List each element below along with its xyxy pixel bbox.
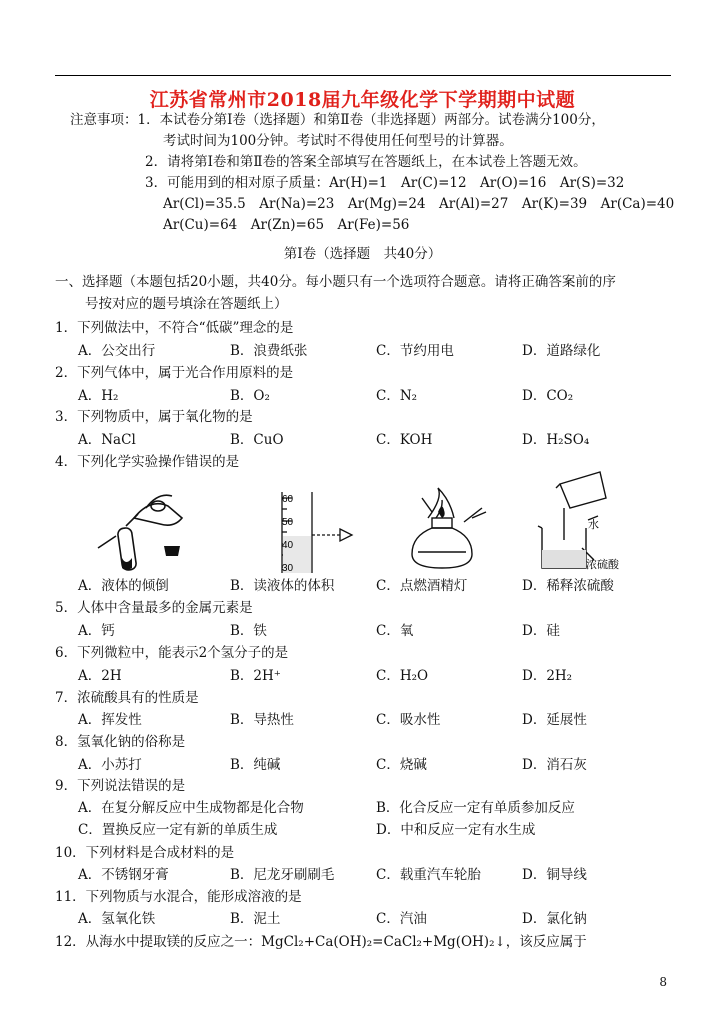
notice-line-4: 3．可能用到的相对原子质量：Ar(H)=1 Ar(C)=12 Ar(O)=16 Ar(S)=32: [145, 175, 625, 191]
option-a: A．液体的倾倒: [78, 578, 169, 594]
notice-line-1: 注意事项：1．本试卷分第Ⅰ卷（选择题）和第Ⅱ卷（非选择题）两部分。试卷满分100分，: [70, 112, 605, 128]
option-b: B．导热性: [230, 712, 294, 728]
notice-line-5: Ar(Cl)=35.5 Ar(Na)=23 Ar(Mg)=24 Ar(Al)=27 Ar(K)=39 Ar(Ca)=40: [163, 196, 675, 212]
option-c: C．KOH: [376, 432, 433, 448]
question-stem: 12．从海水中提取镁的反应之一：MgCl₂+Ca(OH)₂=CaCl₂+Mg(OH)₂↓，该反应属于: [55, 934, 587, 950]
option-a: A．在复分解反应中生成物都是化合物: [78, 800, 304, 816]
question-stem: 3．下列物质中，属于氧化物的是: [55, 409, 253, 425]
notice-line-6: Ar(Cu)=64 Ar(Zn)=65 Ar(Fe)=56: [163, 217, 410, 233]
option-b: B．浪费纸张: [230, 343, 308, 359]
question-stem: 8．氢氧化钠的俗称是: [55, 734, 186, 750]
option-d: D．延展性: [522, 712, 587, 728]
option-c: C．载重汽车轮胎: [376, 867, 481, 883]
option-b: B．尼龙牙刷刷毛: [230, 867, 335, 883]
graduated-cylinder-figure: [268, 478, 360, 573]
stopper-figure: [160, 540, 184, 560]
option-d: D．消石灰: [522, 757, 587, 773]
option-a: A．小苏打: [78, 757, 142, 773]
option-b: B．铁: [230, 623, 267, 639]
question-stem: 6．下列微粒中，能表示2个氢分子的是: [55, 645, 289, 661]
cylinder-label-60: 60: [282, 494, 294, 505]
page-title: 江苏省常州市2018届九年级化学下学期期中试题: [149, 89, 576, 111]
option-a: A．挥发性: [78, 712, 142, 728]
question-stem: 1．下列做法中，不符合“低碳”理念的是: [55, 320, 294, 336]
acid-label: 浓硫酸: [586, 558, 619, 571]
intro-line-1: 一、选择题（本题包括20小题，共40分。每小题只有一个选项符合题意。请将正确答案前的序: [55, 274, 616, 290]
top-rule: [55, 75, 671, 76]
option-d: D．稀释浓硫酸: [522, 578, 614, 594]
option-d: D．道路绿化: [522, 343, 601, 359]
option-c: C．吸水性: [376, 712, 441, 728]
option-b: B．2H⁺: [230, 668, 281, 684]
option-d: D．中和反应一定有水生成: [376, 822, 536, 838]
option-d: D．2H₂: [522, 668, 573, 684]
option-b: B．读液体的体积: [230, 578, 335, 594]
option-a: A．2H: [78, 668, 122, 684]
option-b: B．CuO: [230, 432, 284, 448]
option-c: C．N₂: [376, 388, 418, 404]
option-a: A．公交出行: [78, 343, 156, 359]
question-stem: 9．下列说法错误的是: [55, 778, 186, 794]
page-number: 8: [659, 975, 667, 989]
option-d: D．硅: [522, 623, 560, 639]
option-b: B．纯碱: [230, 757, 281, 773]
option-a: A．钙: [78, 623, 115, 639]
question-stem: 5．人体中含量最多的金属元素是: [55, 600, 253, 616]
alcohol-lamp-figure: [398, 478, 488, 573]
option-c: C．氧: [376, 623, 414, 639]
option-d: D．H₂SO₄: [522, 432, 590, 448]
cylinder-label-50: 50: [282, 517, 294, 528]
option-c: C．H₂O: [376, 668, 429, 684]
option-c: C．点燃酒精灯: [376, 578, 468, 594]
question-stem: 2．下列气体中，属于光合作用原料的是: [55, 365, 294, 381]
water-label: 水: [588, 518, 599, 531]
question-stem: 11．下列物质与水混合，能形成溶液的是: [55, 889, 302, 905]
section-heading: 第Ⅰ卷（选择题 共40分）: [283, 246, 442, 262]
option-b: B．O₂: [230, 388, 270, 404]
question-stem: 7．浓硫酸具有的性质是: [55, 690, 199, 706]
option-c: C．汽油: [376, 911, 427, 927]
option-c: C．节约用电: [376, 343, 454, 359]
option-a: A．H₂: [78, 388, 119, 404]
option-d: D．氯化钠: [522, 911, 587, 927]
question-stem: 4．下列化学实验操作错误的是: [55, 454, 240, 470]
option-c: C．烧碱: [376, 757, 427, 773]
option-c: C．置换反应一定有新的单质生成: [78, 822, 278, 838]
question-stem: 10．下列材料是合成材料的是: [55, 845, 235, 861]
option-b: B．泥土: [230, 911, 281, 927]
notice-line-2: 考试时间为100分钟。考试时不得使用任何型号的计算器。: [163, 133, 513, 149]
option-d: D．CO₂: [522, 388, 574, 404]
option-a: A．氢氧化铁: [78, 911, 156, 927]
intro-line-2: 号按对应的题号填涂在答题纸上）: [85, 296, 288, 312]
option-a: A．NaCl: [78, 432, 136, 448]
option-d: D．铜导线: [522, 867, 587, 883]
option-a: A．不锈钢牙膏: [78, 867, 169, 883]
cylinder-label-40: 40: [282, 540, 294, 551]
cylinder-label-30: 30: [282, 563, 294, 573]
option-b: B．化合反应一定有单质参加反应: [376, 800, 575, 816]
notice-line-3: 2．请将第Ⅰ卷和第Ⅱ卷的答案全部填写在答题纸上，在本试卷上答题无效。: [145, 154, 587, 170]
diluting-acid-figure: [530, 468, 630, 573]
